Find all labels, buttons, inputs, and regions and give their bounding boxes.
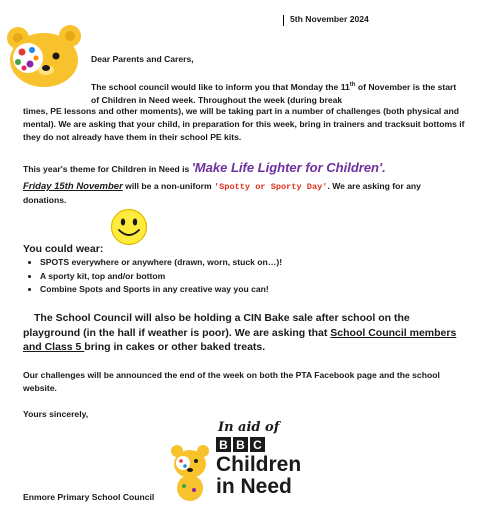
intro-lead-text: The school council would like to inform you that Monday the 11 [91, 81, 350, 92]
intro-rest-text: of November is the start of Children in Need week. Throughout the week (during break [91, 81, 457, 105]
signoff: Yours sincerely, [23, 409, 89, 419]
bbc-letter-b: B [216, 437, 231, 452]
wear-list [22, 256, 477, 297]
signature: Enmore Primary School Council [23, 492, 155, 502]
bbc-letter-b2: B [233, 437, 248, 452]
bake-sale-paragraph [23, 311, 463, 355]
friday-end-text: . We are asking for any donations. [23, 181, 421, 205]
friday-paragraph [23, 180, 463, 207]
smiley-face-icon [110, 208, 148, 246]
logo-in-aid-text: In aid of [218, 420, 280, 435]
bake-end-text: bring in cakes or other baked treats. [84, 341, 266, 353]
bake-underlined-text: School Council members and Class 5 [23, 326, 457, 353]
friday-date: Friday 15th November [23, 181, 123, 192]
pudsey-logo-icon [168, 442, 212, 502]
challenges-paragraph: Our challenges will be announced the end of the week on both the PTA Facebook page and the school website. [23, 370, 440, 393]
list-item: • A sporty kit, top and/or bottom [40, 270, 477, 284]
letter-date: 5th November 2024 [290, 14, 369, 24]
intro-continued-text: times, PE lessons and other moments), we will be taking part in a number of challenges (both physical and mental). We are asking that your child, in preparation for this week, bring in trainers and tracksuit bottoms if they do not already have them in their school PE kits. [23, 106, 465, 142]
bake-lead-text: The School Council will also be holding a CIN Bake sale after school on the playground (in the hall if weather is poor). We are asking that [23, 312, 410, 339]
spotty-sporty-quote: 'Spotty or Sporty Day' [213, 182, 328, 192]
list-item: • Combine Spots and Sports in any creative way you can! [40, 283, 477, 297]
children-in-need-logo [166, 420, 316, 505]
friday-mid-text: will be a non-uniform [122, 181, 214, 191]
pudsey-bear-image [4, 22, 86, 88]
theme-line [23, 160, 463, 175]
greeting: Dear Parents and Carers, [91, 54, 194, 64]
logo-children-text: Children [216, 453, 302, 476]
bbc-logo [216, 437, 265, 452]
bbc-letter-c: C [250, 437, 265, 452]
theme-prefix: This year's theme for Children in Need is [23, 164, 192, 174]
theme-highlight: 'Make Life Lighter for Children'. [191, 160, 386, 175]
logo-in-need-text: in Need [216, 475, 292, 498]
wear-heading: You could wear: [23, 243, 104, 255]
date-divider [283, 15, 284, 26]
intro-paragraph [91, 79, 463, 107]
intro-superscript: th [349, 82, 356, 88]
list-item: • SPOTS everywhere or anywhere (drawn, worn, stuck on…)! [40, 256, 477, 270]
